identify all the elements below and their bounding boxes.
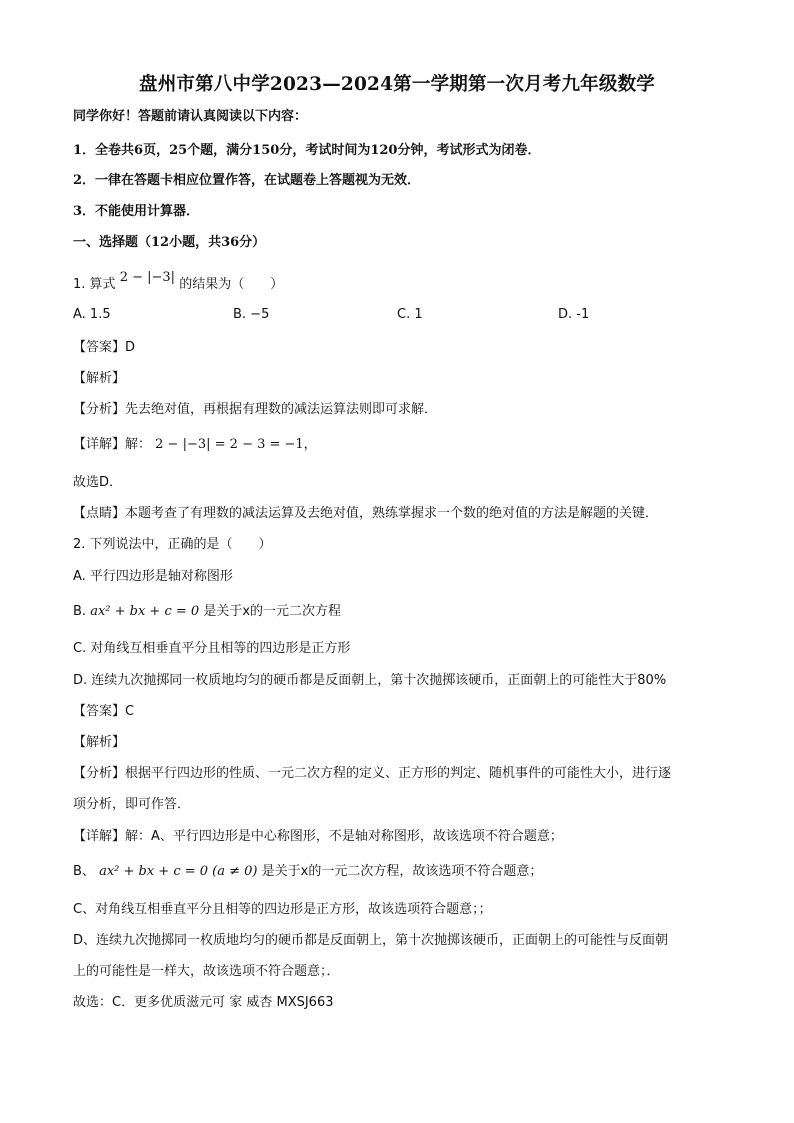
q1-dianjing: 【点睛】本题考查了有理数的减法运算及去绝对值，熟练掌握求一个数的绝对值的方法是解题的关键． [73,506,659,521]
q1-expression: 2 − |−3| [119,270,176,285]
q1-detail [73,436,317,454]
q1-fenxi: 【分析】先去绝对值，再根据有理数的减法运算法则即可求解． [73,402,438,417]
q2-option-a: A. 平行四边形是轴对称图形 [73,569,233,584]
q1-detail-prefix: 【详解】解： [73,437,152,452]
q2-option-b-prefix: B. [73,604,91,619]
rule-3: 3．不能使用计算器． [73,204,200,219]
q1-option-d: D. -1 [558,307,590,322]
question-1-stem [73,270,284,294]
q1-analysis-tag: 【解析】 [73,371,126,386]
q2-option-c: C. 对角线互相垂直平分且相等的四边形是正方形 [73,641,351,656]
q1-detail-math: 2 − |−3| = 2 − 3 = −1， [155,437,317,452]
q1-prefix: 1. 算式 [73,277,116,292]
greeting-line: 同学你好！答题前请认真阅读以下内容： [73,109,308,124]
q1-suffix: 的结果为（ ） [179,277,284,292]
q2-fenxi-line-1: 【分析】根据平行四边形的性质、一元二次方程的定义、正方形的判定、随机事件的可能性大小，进行逐 [73,766,672,781]
q2-detail-a: 【详解】解：A、平行四边形是中心称图形，不是轴对称图形，故该选项不符合题意； [73,829,563,844]
q1-option-c: C. 1 [397,307,423,322]
q2-detail-b [73,863,542,881]
q2-option-b [73,603,341,621]
rule-2: 2．一律在答题卡相应位置作答，在试题卷上答题视为无效． [73,173,421,188]
q2-fenxi-line-2: 项分析，即可作答． [73,797,191,812]
q2-detail-b-prefix: B、 [73,864,95,879]
q2-conclusion: 故选：C．更多优质滋元可 家 威杏 MXSJ663 [73,995,334,1010]
question-2-stem: 2. 下列说法中，正确的是（ ） [73,537,272,552]
q2-option-d: D. 连续九次抛掷同一枚质地均匀的硬币都是反面朝上，第十次抛掷该硬币，正面朝上的可能性大于80% [73,673,667,688]
q1-option-b: B. −5 [233,307,270,322]
q2-detail-b-math: ax² + bx + c = 0 (a ≠ 0) [99,864,258,879]
q1-conclusion: 故选D． [73,475,123,490]
q2-option-b-math: ax² + bx + c = 0 [90,604,200,619]
q1-answer: 【答案】D [73,340,136,355]
q1-option-a: A. 1.5 [73,307,111,322]
section-heading: 一、选择题（12小题，共36分） [73,235,266,250]
q2-option-b-suffix: 是关于x的一元二次方程 [203,604,342,619]
page-title: 盘州市第八中学2023—2024第一学期第一次月考九年级数学 [139,74,655,95]
q2-analysis-tag: 【解析】 [73,735,126,750]
rule-1: 1．全卷共6页，25个题，满分150分，考试时间为120分钟，考试形式为闭卷． [73,143,541,158]
q2-detail-d-line-1: D、连续九次抛掷同一枚质地均匀的硬币都是反面朝上，第十次抛掷该硬币，正面朝上的可能性与反面朝 [73,933,669,948]
q2-detail-d-line-2: 上的可能性是一样大，故该选项不符合题意；． [73,964,340,979]
q2-detail-c: C、对角线互相垂直平分且相等的四边形是正方形，故该选项符合题意；； [73,902,492,917]
q2-answer: 【答案】C [73,704,135,719]
q2-detail-b-suffix: 是关于x的一元二次方程，故该选项不符合题意； [261,864,543,879]
